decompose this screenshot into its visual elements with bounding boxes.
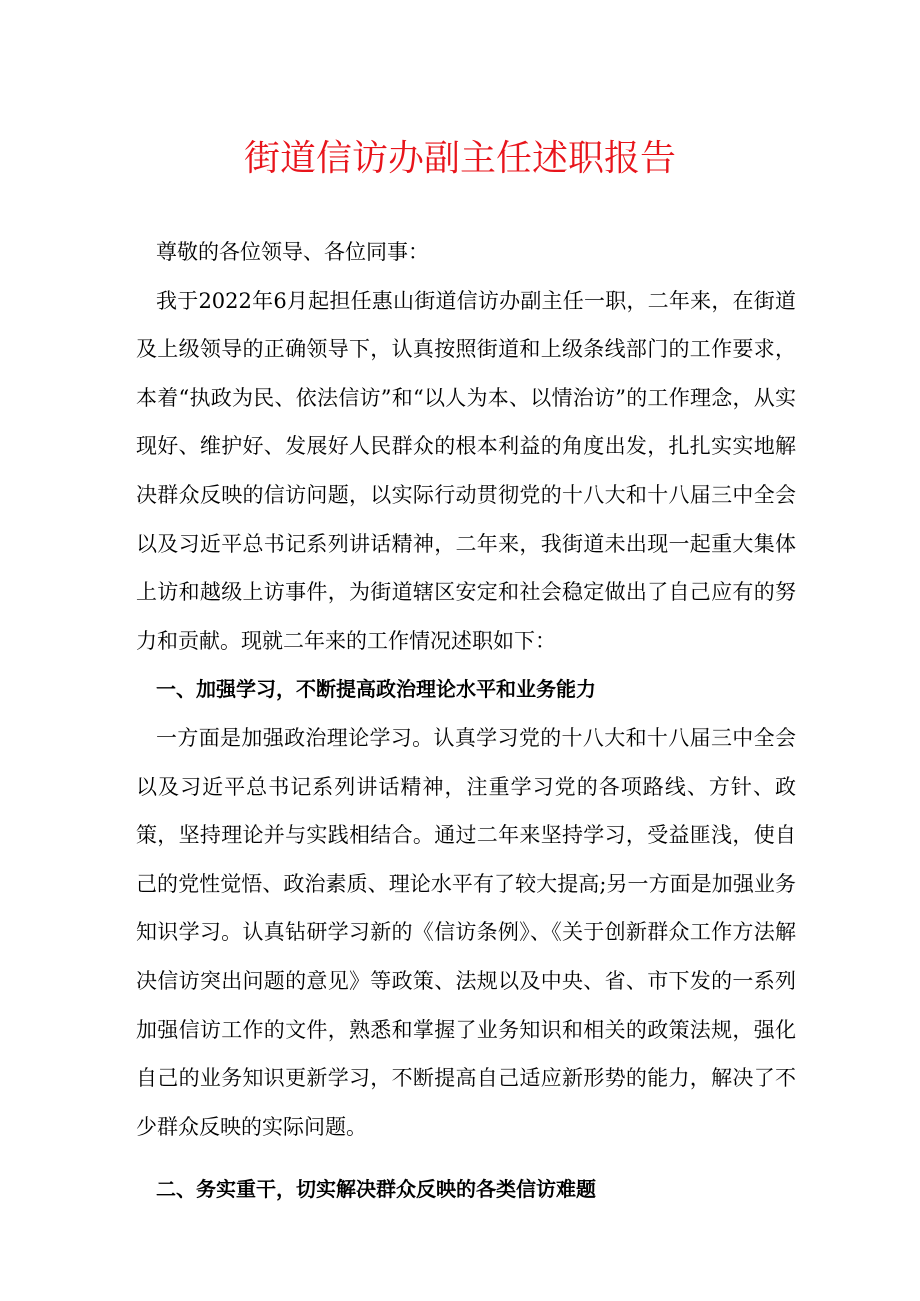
document-title: 街道信访办副主任述职报告 (243, 138, 676, 179)
salutation: 尊敬的各位领导、各位同事： (156, 240, 429, 264)
section-1-heading: 一、加强学习，不断提高政治理论水平和业务能力 (156, 677, 596, 702)
section-2-heading: 二、务实重干，切实解决群众反映的各类信访难题 (156, 1177, 596, 1202)
document-body (136, 228, 796, 1214)
section-1-paragraph: 一方面是加强政治理论学习。认真学习党的十八大和十八届三中全会以及习近平总书记系列讲话精神，注重学习党的各项路线、方针、政策，坚持理论并与实践相结合。通过二年来坚持学习，受益匪浅，使自己的党性觉悟、政治素质、理论水平有了较大提高;另一方面是加强业务知识学习。认真钻研学习新的《信访条例》、《关于创新群众工作方法解决信访突出问题的意见》等政策、法规以及中央、省、市下发的一系列加强信访工作的文件，熟悉和掌握了业务知识和相关的政策法规，强化自己的业务知识更新学习，不断提高自己适应新形势的能力，解决了不少群众反映的实际问题。 (136, 725, 796, 1139)
intro-paragraph: 我于2022年6月起担任惠山街道信访办副主任一职，二年来，在街道及上级领导的正确领导下，认真按照街道和上级条线部门的工作要求，本着“执政为民、依法信访”和“以人为本、以情治访”的工作理念，从实现好、维护好、发展好人民群众的根本利益的角度出发，扎扎实实地解决群众反映的信访问题，以实际行动贯彻党的十八大和十八届三中全会以及习近平总书记系列讲话精神，二年来，我街道未出现一起重大集体上访和越级上访事件，为街道辖区安定和社会稳定做出了自己应有的努力和贡献。现就二年来的工作情况述职如下： (136, 288, 796, 653)
